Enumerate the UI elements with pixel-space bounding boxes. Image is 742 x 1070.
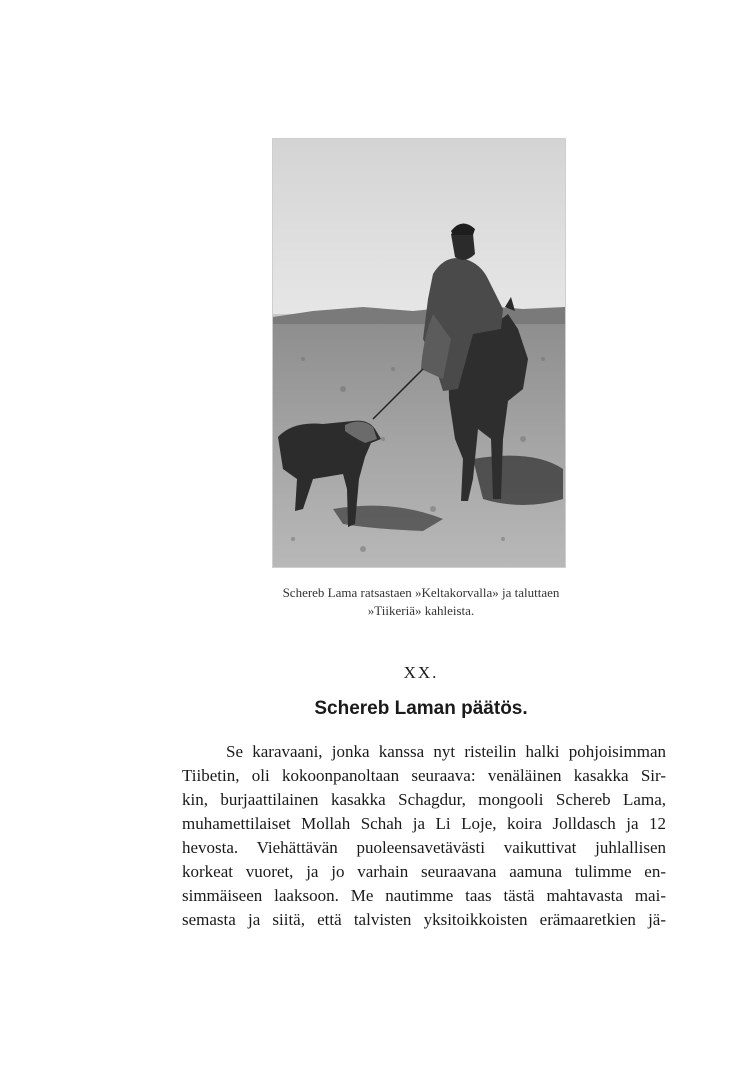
body-paragraph: [182, 740, 666, 932]
chapter-title: Schereb Laman päätös.: [314, 698, 528, 719]
caption-line-1: Schereb Lama ratsastaen »Keltakorvalla» ja taluttaen: [282, 585, 560, 600]
photograph: [272, 138, 566, 568]
text-line: korkeat vuoret, ja jo varhain seuraavana aamuna tulimme en-: [182, 862, 666, 881]
text-line: Tiibetin, oli kokoonpanoltaan seuraava: venäläinen kasakka Sir-: [182, 766, 666, 785]
text-line: semasta ja siitä, että talvisten yksitoikkoisten erämaaretkien jä-: [182, 910, 666, 929]
text-line: hevosta. Viehättävän puoleensavetävästi vaikuttivat juhlallisen: [182, 838, 666, 857]
text-line: Se karavaani, jonka kanssa nyt risteilin halki pohjoisimman: [226, 742, 666, 761]
photo-rider-mule-dog-icon: [273, 139, 565, 567]
text-line: muhamettilaiset Mollah Schah ja Li Loje, koira Jolldasch ja 12: [182, 814, 666, 833]
text-line: kin, burjaattilainen kasakka Schagdur, mongooli Schereb Lama,: [182, 790, 666, 809]
text-line: simmäiseen laaksoon. Me nautimme taas tästä mahtavasta mai-: [182, 886, 666, 905]
figure-caption: [200, 584, 642, 620]
caption-line-2: »Tiikeriä» kahleista.: [367, 603, 475, 618]
chapter-number: XX.: [403, 663, 439, 682]
